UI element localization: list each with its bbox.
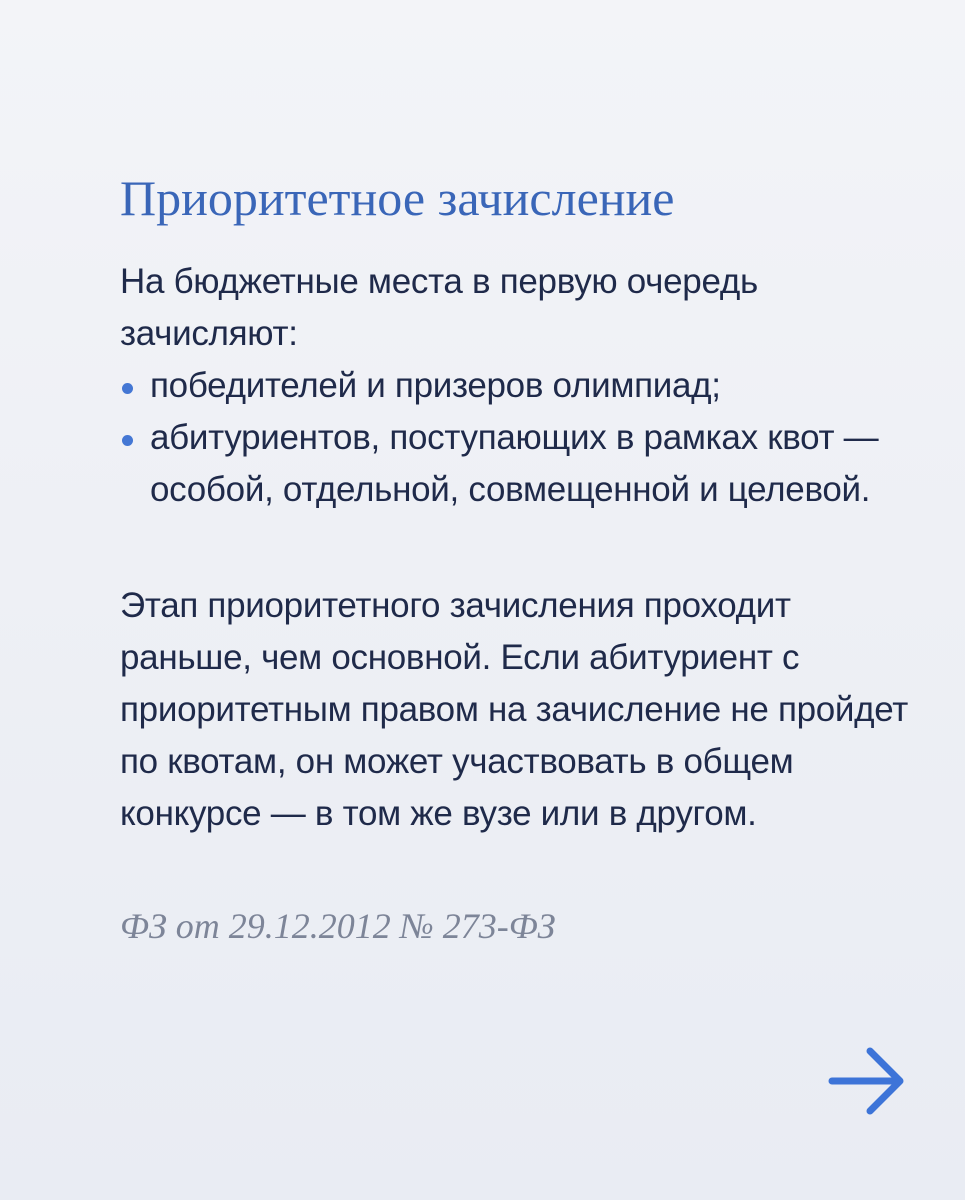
intro-text: На бюджетные места в первую очередь зачисляют:	[120, 262, 758, 353]
list-item-text: победителей и призеров олимпиад;	[150, 366, 721, 405]
intro-block	[120, 256, 920, 516]
slide-title: Приоритетное зачисление	[120, 170, 675, 226]
list-item-text: абитуриентов, поступающих в рамках квот — особой, отдельной, совмещенной и целевой.	[150, 418, 879, 509]
bullet-dot-icon	[122, 435, 133, 446]
list-item	[120, 412, 920, 516]
bullet-dot-icon	[122, 383, 133, 394]
arrow-right-icon[interactable]	[828, 1045, 908, 1117]
law-reference: ФЗ от 29.12.2012 № 273-ФЗ	[120, 906, 556, 946]
explanation-text: Этап приоритетного зачисления проходит раньше, чем основной. Если абитуриент с приоритетным правом на зачисление не пройдет по квотам, он может участвовать в общем конкурсе — в том же вузе или в другом.	[120, 586, 909, 833]
explanation-block	[120, 580, 920, 840]
list-item	[120, 360, 920, 412]
bullet-list	[120, 360, 920, 516]
